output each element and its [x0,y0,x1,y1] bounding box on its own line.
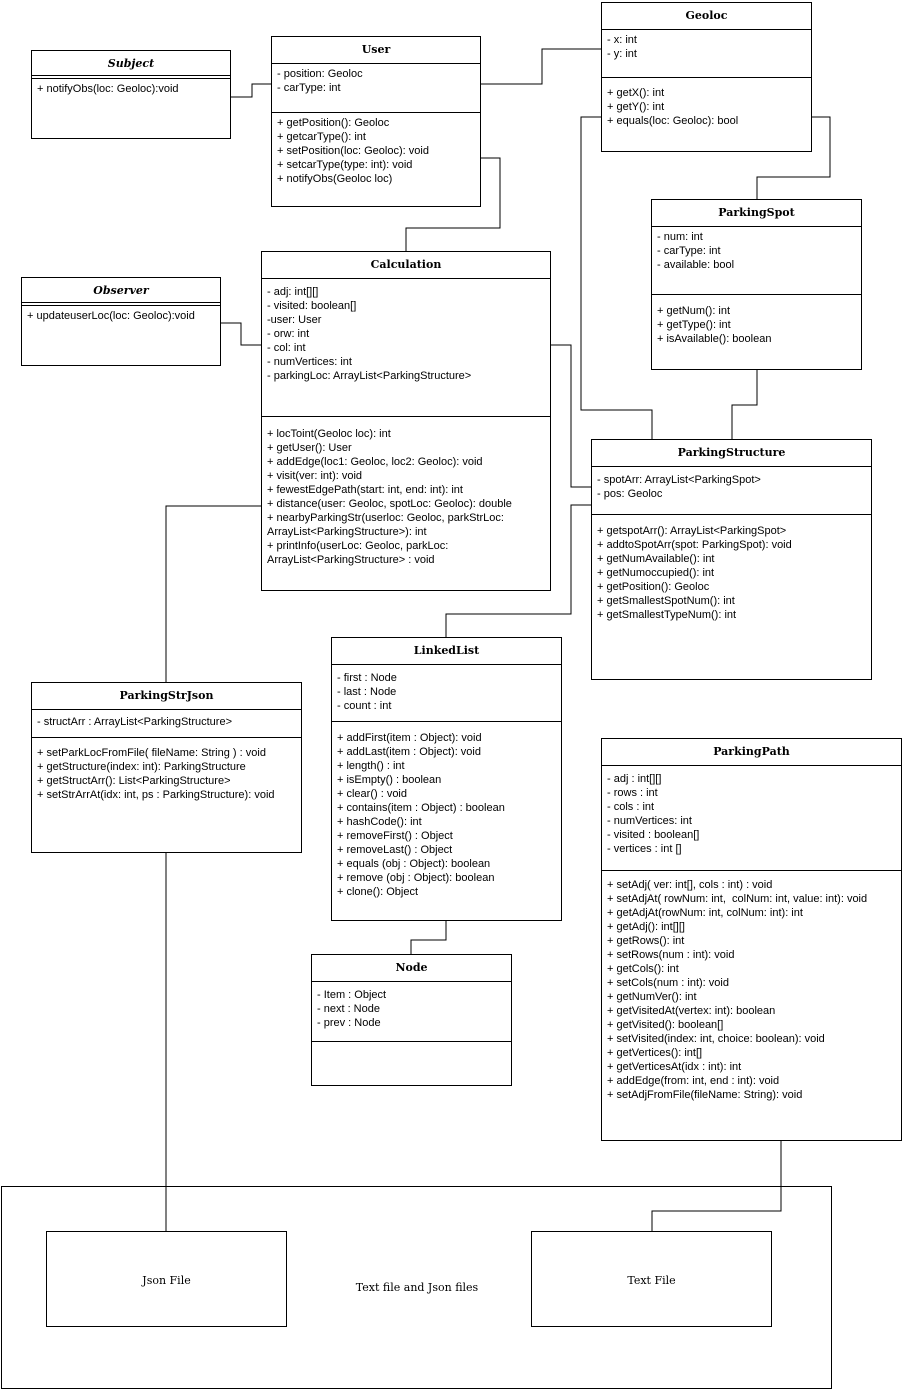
class-name: Geoloc [602,3,811,30]
attribute-line: - visited : boolean[] [607,829,700,841]
method-line: + addEdge(loc1: Geoloc, loc2: Geoloc): void [267,456,483,468]
method-line: + getNum(): int [657,305,731,317]
attribute-line: - cols : int [607,801,655,813]
method-list [652,295,861,349]
method-line: + setAdjAt( rowNum: int, colNum: int, value: int): void [607,893,868,905]
method-list [32,79,230,99]
method-line: + setAdj( ver: int[], cols : int) : void [607,879,773,891]
method-line: + setRows(num : int): void [607,949,735,961]
method-line: + getSmallestSpotNum(): int [597,595,735,607]
connector-user-geoloc [481,49,601,84]
attribute-list [602,30,811,78]
method-line: + getVisited(): boolean[] [607,1019,724,1031]
class-geoloc[interactable] [601,2,812,152]
connector-subject-user [231,84,272,97]
method-line: + setStrArrAt(idx: int, ps : ParkingStructure): void [37,789,275,801]
method-line: + getStructArr(): List<ParkingStructure> [37,775,231,787]
method-line: + contains(item : Object) : boolean [337,802,505,814]
method-line: + distance(user: Geoloc, spotLoc: Geoloc): double [267,498,512,510]
attribute-line: - structArr : ArrayList<ParkingStructure> [37,716,233,728]
method-line: + setCols(num : int): void [607,977,729,989]
method-line: + getNumVer(): int [607,991,697,1003]
attribute-line: - col: int [267,342,306,354]
method-line: + clear() : void [337,788,407,800]
text-file-label: Text File [627,1274,676,1287]
method-line: + getType(): int [657,319,731,331]
class-parkingstructure[interactable] [591,439,872,680]
attribute-line: - rows : int [607,787,658,799]
text-file-box[interactable] [531,1231,772,1327]
attribute-line: - carType: int [657,245,721,257]
method-line: + getAdjAt(rowNum: int, colNum: int): int [607,907,803,919]
connector-calculation-parkingstructure [551,345,592,487]
method-list [32,738,301,805]
class-node[interactable] [311,954,512,1086]
attribute-list [262,279,550,417]
class-name: User [272,37,480,64]
method-line: + getNumoccupied(): int [597,567,715,579]
attribute-line: - prev : Node [317,1017,381,1029]
method-line: + equals(loc: Geoloc): bool [607,115,739,127]
attribute-list [592,467,871,515]
method-line: + printInfo(userLoc: Geoloc, parkLoc: ArrayList<ParkingStructure> : void [267,540,451,566]
class-linkedlist[interactable] [331,637,562,921]
json-file-box[interactable] [46,1231,287,1327]
attribute-list [652,227,861,295]
method-line: + getAdj(): int[][] [607,921,685,933]
attribute-line: - last : Node [337,686,397,698]
connector-calculation-parkingstrjson [166,506,262,682]
connector-geoloc-parkingstructure [581,117,652,440]
method-line: + setPosition(loc: Geoloc): void [277,145,429,157]
method-line: + getY(): int [607,101,665,113]
method-line: + remove (obj : Object): boolean [337,872,495,884]
method-line: + setAdjFromFile(fileName: String): void [607,1089,803,1101]
method-line: + getUser(): User [267,442,352,454]
method-list [332,722,561,902]
attribute-list [32,710,301,738]
class-user[interactable] [271,36,481,207]
method-line: + getspotArr(): ArrayList<ParkingSpot> [597,525,787,537]
method-line: + isAvailable(): boolean [657,333,772,345]
attribute-line: - numVertices: int [267,356,352,368]
attribute-line: - Item : Object [317,989,387,1001]
method-line: + getcarType(): int [277,131,366,143]
attribute-line: - adj : int[][] [607,773,662,785]
class-parkingstrjson[interactable] [31,682,302,853]
attribute-line: - next : Node [317,1003,380,1015]
attribute-line: - y: int [607,48,637,60]
method-list [602,871,901,1105]
attribute-line: - spotArr: ArrayList<ParkingSpot> [597,474,761,486]
method-line: + addLast(item : Object): void [337,746,481,758]
method-line: + addFirst(item : Object): void [337,732,482,744]
attribute-line: - orw: int [267,328,310,340]
method-list [22,306,220,326]
attribute-list [272,64,480,113]
method-line: + fewestEdgePath(start: int, end: int): int [267,484,463,496]
method-line: + notifyObs(loc: Geoloc):void [37,83,179,95]
method-line: + setParkLocFromFile( fileName: String ) : void [37,747,266,759]
method-line: + visit(ver: int): void [267,470,363,482]
attribute-line: - pos: Geoloc [597,488,663,500]
attribute-line: - visited: boolean[] [267,300,357,312]
attribute-line: - carType: int [277,82,341,94]
method-line: + clone(): Object [337,886,419,898]
method-line: + getVertices(): int[] [607,1047,703,1059]
files-container-label: Text file and Json files [355,1281,479,1294]
method-line: + getRows(): int [607,935,685,947]
method-line: + notifyObs(Geoloc loc) [277,173,393,185]
class-name: ParkingSpot [652,200,861,227]
class-name: LinkedList [332,638,561,665]
method-line: + setcarType(type: int): void [277,159,413,171]
method-line: + locToint(Geoloc loc): int [267,428,391,440]
method-line: + getX(): int [607,87,665,99]
class-name: ParkingStructure [592,440,871,467]
attribute-line: - numVertices: int [607,815,692,827]
method-line: + addtoSpotArr(spot: ParkingSpot): void [597,539,792,551]
class-subject[interactable] [31,50,231,139]
attribute-line: - available: bool [657,259,735,271]
method-line: + removeLast() : Object [337,844,453,856]
connector-linkedlist-node [411,920,446,955]
attribute-line: - count : int [337,700,392,712]
attribute-line: - vertices : int [] [607,843,682,855]
attribute-line: - num: int [657,231,703,243]
attribute-line: - position: Geoloc [277,68,363,80]
class-name: ParkingStrJson [32,683,301,710]
class-name: Calculation [262,252,550,279]
method-line: + getCols(): int [607,963,679,975]
method-line: + isEmpty() : boolean [337,774,442,786]
attribute-line: - x: int [607,34,637,46]
method-line: + equals (obj : Object): boolean [337,858,491,870]
method-line: + hashCode(): int [337,816,422,828]
method-line: + getSmallestTypeNum(): int [597,609,737,621]
class-parkingspot[interactable] [651,199,862,370]
method-line: + removeFirst() : Object [337,830,453,842]
json-file-label: Json File [142,1274,191,1287]
class-name: Node [312,955,511,982]
method-list [272,113,480,189]
class-name: Subject [32,51,230,79]
method-line: + getNumAvailable(): int [597,553,715,565]
method-line: + getVisitedAt(vertex: int): boolean [607,1005,776,1017]
method-list [602,78,811,131]
method-list [262,417,550,570]
method-line: + addEdge(from: int, end : int): void [607,1075,780,1087]
method-line: + setVisited(index: int, choice: boolean): void [607,1033,825,1045]
method-line: + getStructure(index: int): ParkingStructure [37,761,246,773]
connector-observer-calculation [221,323,262,345]
method-line: + getPosition(): Geoloc [597,581,710,593]
class-parkingpath[interactable] [601,738,902,1141]
attribute-list [312,982,511,1042]
class-name: Observer [22,278,220,306]
method-line: + updateuserLoc(loc: Geoloc):void [27,310,195,322]
method-list [592,515,871,625]
method-line: + getVerticesAt(idx : int): int [607,1061,742,1073]
attribute-line: - parkingLoc: ArrayList<ParkingStructure> [267,370,472,382]
attribute-line: -user: User [267,314,322,326]
connector-parkingspot-parkingstructure [732,370,757,440]
method-line: + nearbyParkingStr(userloc: Geoloc, parkStrLoc: ArrayList<ParkingStructure>): int [267,512,507,538]
class-name: ParkingPath [602,739,901,766]
class-calculation[interactable] [261,251,551,591]
method-line: + length() : int [337,760,405,772]
class-observer[interactable] [21,277,221,366]
attribute-line: - first : Node [337,672,397,684]
attribute-list [602,766,901,871]
attribute-line: - adj: int[][] [267,286,319,298]
method-line: + getPosition(): Geoloc [277,117,390,129]
attribute-list [332,665,561,722]
